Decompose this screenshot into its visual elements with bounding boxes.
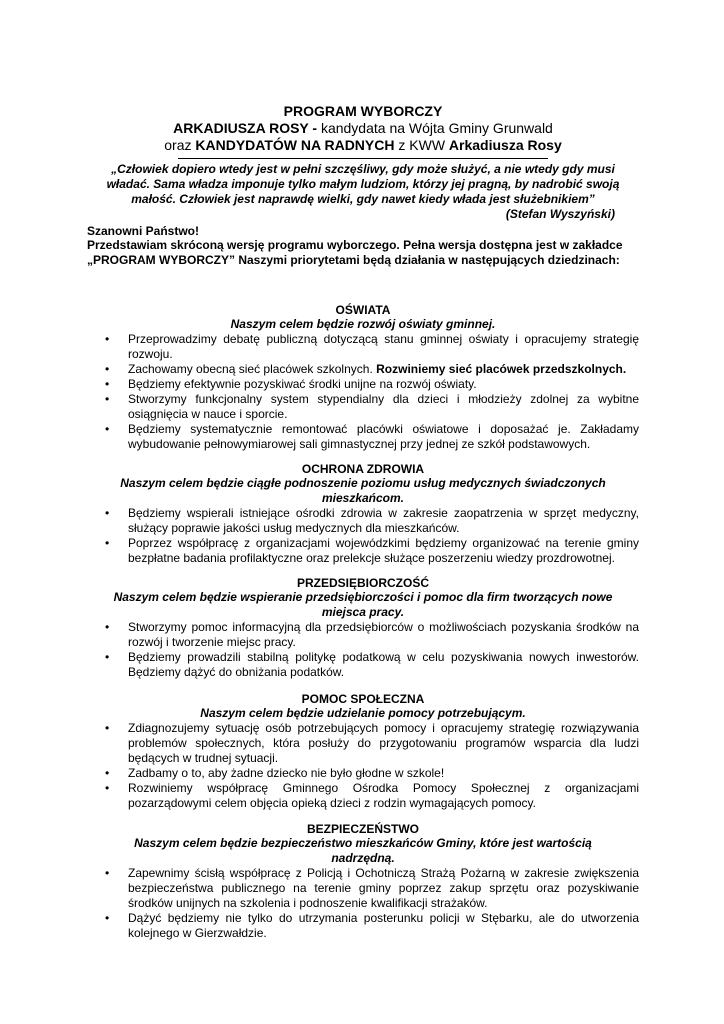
section-heading: OCHRONA ZDROWIA bbox=[301, 462, 425, 476]
item-text: Będziemy systematycznie remontować placówki oświatowe i doposażać je. Zakładamy wybudowanie pełnowymiarowej sali gimnastycznej przy jednej ze szkół podstawowych. bbox=[128, 422, 639, 451]
item-text: Będziemy wspierali istniejące ośrodki zdrowia w zakresie zaopatrzenia w sprzęt medyczny, służący poprawie jakości usług medycznych dla mieszkańców. bbox=[128, 506, 639, 535]
item-bold-text: Rozwiniemy sieć placówek przedszkolnych. bbox=[376, 362, 627, 376]
committee-name: Arkadiusza Rosy bbox=[448, 137, 562, 153]
bullet-icon: • bbox=[105, 650, 110, 664]
bullet-icon: • bbox=[105, 721, 110, 735]
section-bezpieczenstwo bbox=[87, 822, 639, 941]
item-text: Poprzez współpracę z organizacjami wojewódzkimi będziemy organizować na terenie gminy bezpłatne badania profilaktyczne oraz prelekcje służące poszerzeniu wiedzy prozdrowotnej. bbox=[128, 536, 639, 565]
bullet-icon: • bbox=[105, 422, 110, 436]
item-text: Stworzymy funkcjonalny system stypendialny dla dzieci i młodzieży zdolnej za wybitne osiągnięcia w nauce i sporcie. bbox=[128, 392, 639, 421]
bullet-icon: • bbox=[105, 506, 110, 520]
list-item bbox=[87, 781, 639, 811]
item-text: Dążyć będziemy nie tylko do utrzymania posterunku policji w Stębarku, ale do utworzenia kolejnego w Gierzwałdzie. bbox=[128, 911, 639, 940]
section-list bbox=[87, 721, 639, 811]
section-goal: Naszym celem będzie bezpieczeństwo mieszkańców Gminy, które jest wartością nadrzędną. bbox=[134, 836, 592, 865]
list-item bbox=[87, 506, 639, 536]
councillors-mid: z KWW bbox=[394, 137, 449, 153]
section-list bbox=[87, 506, 639, 566]
item-text: Będziemy prowadzili stabilną politykę podatkową w celu pozyskiwania nowych inwestorów. Będziemy dążyć do obniżania podatków. bbox=[128, 650, 639, 679]
item-text: Zadbamy o to, aby żadne dziecko nie było głodne w szkole! bbox=[128, 766, 445, 780]
list-item bbox=[87, 422, 639, 452]
bullet-icon: • bbox=[105, 392, 110, 406]
list-item bbox=[87, 721, 639, 766]
section-list bbox=[87, 866, 639, 941]
candidate-line bbox=[87, 120, 639, 137]
list-item bbox=[87, 377, 639, 392]
document-title: PROGRAM WYBORCZY bbox=[283, 103, 443, 119]
bullet-icon: • bbox=[105, 781, 110, 795]
document-content bbox=[87, 103, 639, 941]
motto-quote: „Człowiek dopiero wtedy jest w pełni szczęśliwy, gdy może służyć, a nie wtedy gdy musi władać. Sama władza imponuje tylko małym ludziom, którzy jej pragną, by nadrobić swoją małość. Człowiek jest naprawdę wielki, gdy nawet kiedy włada jest służebnikiem” bbox=[106, 162, 620, 206]
councillors-bold: KANDYDATÓW NA RADNYCH bbox=[195, 137, 395, 153]
bullet-icon: • bbox=[105, 536, 110, 550]
bullet-icon: • bbox=[105, 620, 110, 634]
list-item bbox=[87, 766, 639, 781]
list-item bbox=[87, 866, 639, 911]
item-text: Zdiagnozujemy sytuację osób potrzebujących pomocy i opracujemy strategię rozwiązywania problemów społecznych, która posłuży do przygotowaniu programów wsparcia dla ludzi będących w trudnej sytuacji. bbox=[128, 721, 639, 765]
section-pomoc-spoleczna bbox=[87, 692, 639, 811]
item-text: Zapewnimy ścisłą współpracę z Policją i Ochotniczą Strażą Pożarną w zakresie zwiększenia bezpieczeństwa publicznego na terenie gminy poprzez zakup sprzętu oraz pozyskiwanie środków unijnych na szkolenia i podnoszenie kwalifikacji strażaków. bbox=[128, 866, 639, 910]
section-heading: OŚWIATA bbox=[335, 303, 391, 317]
item-text: Rozwiniemy współpracę Gminnego Ośrodka Pomocy Społecznej z organizacjami pozarządowymi celem objęcia opieką dzieci z rodzin wymagających pomocy. bbox=[128, 781, 639, 810]
list-item bbox=[87, 620, 639, 650]
list-item bbox=[87, 332, 639, 362]
section-goal: Naszym celem będzie wspieranie przedsiębiorczości i pomoc dla firm tworzących nowe miejsca pracy. bbox=[113, 590, 613, 619]
bullet-icon: • bbox=[105, 362, 110, 376]
program-sections bbox=[87, 303, 639, 941]
councillors-pre: oraz bbox=[164, 137, 196, 153]
list-item bbox=[87, 911, 639, 941]
list-item bbox=[87, 650, 639, 680]
greeting: Szanowni Państwo! bbox=[87, 224, 200, 238]
section-goal: Naszym celem będzie rozwój oświaty gminnej. bbox=[230, 317, 496, 331]
intro-paragraph: Przedstawiam skróconą wersję programu wyborczego. Pełna wersja dostępna jest w zakładce „PROGRAM WYBORCZY” Naszymi priorytetami będą działania w następujących dziedzinach: bbox=[87, 238, 623, 267]
candidate-name: ARKADIUSZA ROSY - bbox=[173, 120, 318, 136]
section-heading: BEZPIECZEŃSTWO bbox=[306, 822, 419, 836]
section-przedsiebiorczosc bbox=[87, 576, 639, 680]
section-list bbox=[87, 332, 639, 452]
bullet-icon: • bbox=[105, 766, 110, 780]
bullet-icon: • bbox=[105, 332, 110, 346]
item-text: Przeprowadzimy debatę publiczną dotyczącą stanu gminnej oświaty i opracujemy strategię rozwoju. bbox=[128, 332, 639, 361]
list-item bbox=[87, 536, 639, 566]
list-item bbox=[87, 392, 639, 422]
section-goal: Naszym celem będzie ciągłe podnoszenie poziomu usług medycznych świadczonych mieszkańcom. bbox=[120, 476, 606, 505]
bullet-icon: • bbox=[105, 911, 110, 925]
list-item bbox=[87, 362, 639, 377]
item-text: Stworzymy pomoc informacyjną dla przedsiębiorców o możliwościach pozyskania środków na rozwój i tworzenie miejsc pracy. bbox=[128, 620, 639, 649]
quote-author: (Stefan Wyszyński) bbox=[505, 207, 615, 221]
title-divider bbox=[178, 158, 548, 159]
section-goal: Naszym celem będzie udzielanie pomocy potrzebującym. bbox=[200, 706, 526, 720]
item-text: Będziemy efektywnie pozyskiwać środki unijne na rozwój oświaty. bbox=[128, 377, 477, 391]
candidate-role: kandydata na Wójta Gminy Grunwald bbox=[317, 120, 553, 136]
section-heading: POMOC SPOŁECZNA bbox=[301, 692, 425, 706]
section-oswiata bbox=[87, 303, 639, 452]
section-list bbox=[87, 620, 639, 680]
section-heading: PRZEDSIĘBIORCZOŚĆ bbox=[296, 576, 429, 590]
bullet-icon: • bbox=[105, 377, 110, 391]
bullet-icon: • bbox=[105, 866, 110, 880]
item-text: Zachowamy obecną sieć placówek szkolnych. bbox=[128, 362, 377, 376]
councillors-line bbox=[87, 137, 639, 154]
section-ochrona-zdrowia bbox=[87, 462, 639, 566]
